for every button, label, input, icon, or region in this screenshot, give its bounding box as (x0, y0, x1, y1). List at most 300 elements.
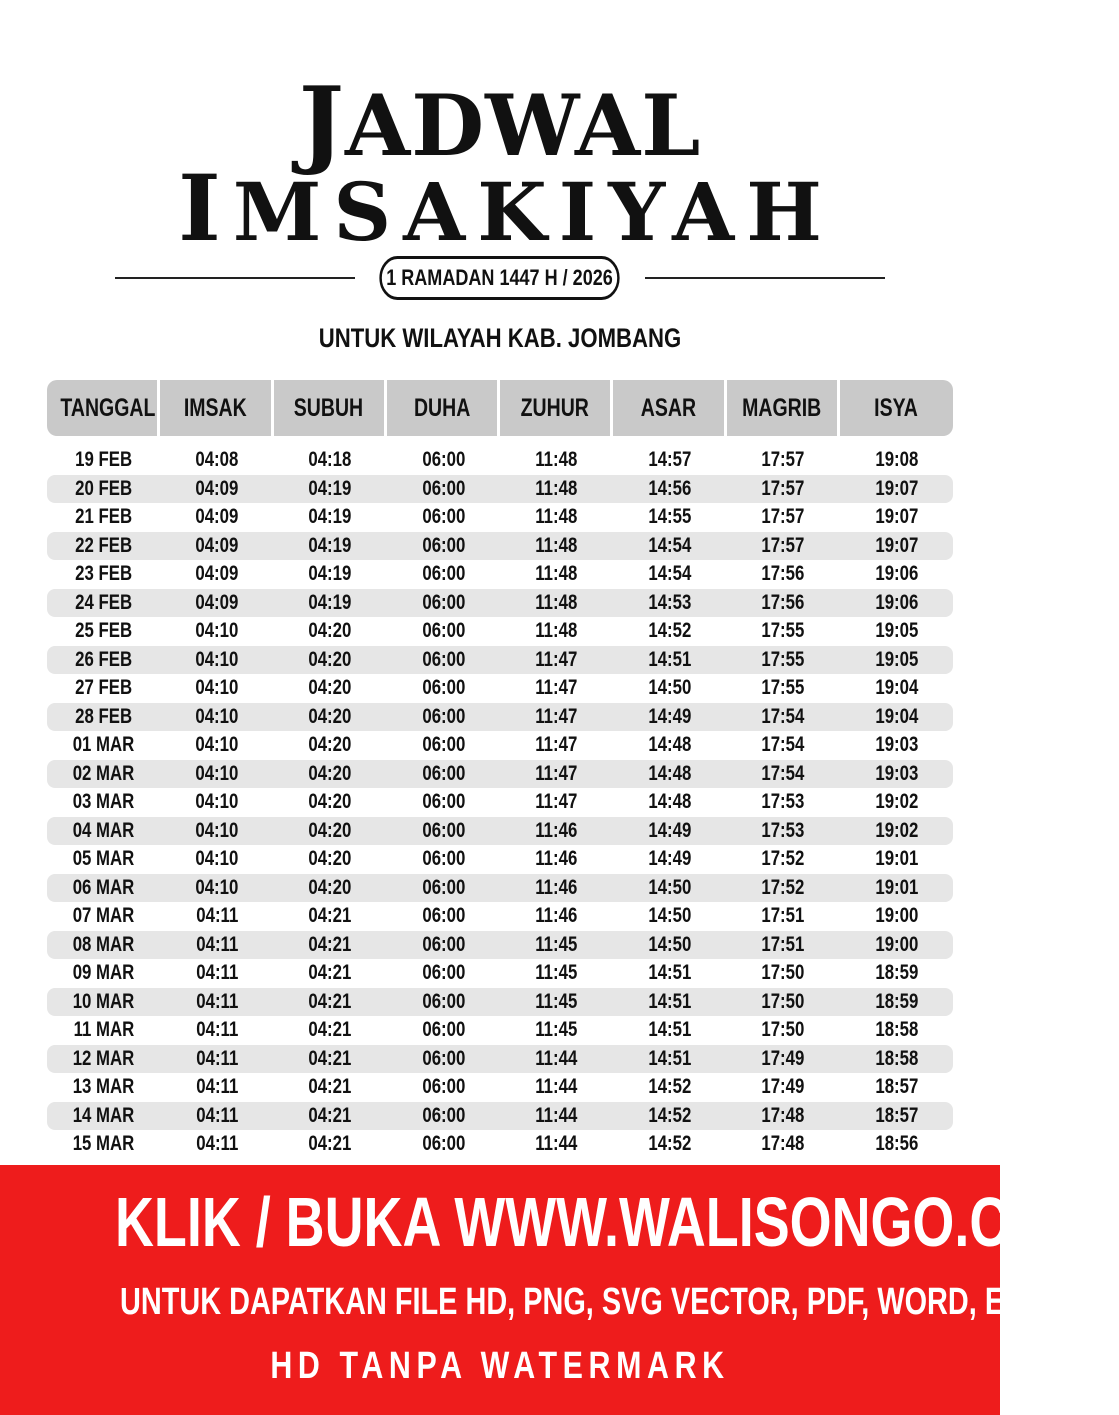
cell-subuh (274, 589, 387, 618)
cell-tanggal (47, 503, 160, 532)
cell-value: 28 FEB (75, 704, 133, 728)
cell-value: 11:46 (535, 875, 578, 899)
cell-subuh (274, 560, 387, 589)
cell-value: 17:49 (761, 1046, 805, 1070)
cell-duha (387, 703, 500, 732)
cell-tanggal (47, 446, 160, 475)
cell-value: 14:56 (648, 476, 692, 500)
table-row (47, 959, 953, 988)
cell-value: 04:20 (308, 761, 352, 785)
cell-tanggal (47, 1130, 160, 1159)
cell-value: 05 MAR (72, 847, 135, 870)
cell-asar (613, 1073, 726, 1102)
cell-imsak (160, 817, 273, 846)
cell-isya (840, 874, 953, 903)
cell-magrib (727, 1016, 840, 1045)
cell-zuhur (500, 503, 613, 532)
cell-value: 06:00 (421, 1103, 465, 1127)
cell-subuh (274, 1045, 387, 1074)
cell-asar (613, 845, 726, 874)
cell-value: 11:44 (535, 1046, 578, 1070)
cell-value: 19:03 (874, 733, 918, 756)
cell-value: 15 MAR (72, 1132, 135, 1155)
ramadan-year-badge: 1 RAMADAN 1447 H / 2026 (379, 256, 619, 300)
cell-value: 04:11 (195, 1046, 238, 1070)
cell-imsak (160, 589, 273, 618)
cell-value: 17:57 (761, 533, 805, 557)
cell-value: 24 FEB (75, 590, 133, 614)
cell-value: 11:45 (535, 932, 578, 956)
cell-value: 06:00 (421, 818, 465, 842)
cell-value: 14:54 (648, 562, 692, 585)
cell-value: 12 MAR (72, 1046, 135, 1070)
cell-zuhur (500, 703, 613, 732)
cell-value: 06:00 (421, 904, 465, 927)
cell-magrib (727, 646, 840, 675)
cell-value: 04:11 (195, 1018, 238, 1041)
cell-magrib (727, 1102, 840, 1131)
cell-value: 14:51 (648, 989, 692, 1013)
cell-value: 17:56 (761, 590, 805, 614)
cell-value: 11:44 (535, 1103, 578, 1127)
column-header-subuh (274, 380, 387, 436)
cell-value: 11:48 (535, 619, 578, 642)
column-header-label: MAGRIB (742, 394, 822, 422)
cell-isya (840, 446, 953, 475)
cell-duha (387, 617, 500, 646)
cell-value: 18:57 (874, 1075, 918, 1098)
cell-subuh (274, 1073, 387, 1102)
table-row (47, 988, 953, 1017)
cell-value: 06:00 (421, 961, 465, 984)
cell-asar (613, 959, 726, 988)
cell-value: 19:03 (874, 761, 918, 785)
cell-value: 02 MAR (72, 761, 135, 785)
cell-value: 04:20 (308, 676, 352, 699)
cell-value: 04:09 (195, 562, 239, 585)
cell-value: 11:47 (535, 676, 578, 699)
cell-value: 17:49 (761, 1075, 805, 1098)
cell-zuhur (500, 617, 613, 646)
cell-value: 04:20 (308, 847, 352, 870)
cell-duha (387, 988, 500, 1017)
promo-watermark-note: HD TANPA WATERMARK (270, 1345, 730, 1387)
cell-magrib (727, 674, 840, 703)
cell-value: 17:48 (761, 1103, 805, 1127)
cell-isya (840, 1045, 953, 1074)
cell-value: 04:10 (195, 847, 239, 870)
cell-asar (613, 988, 726, 1017)
cell-magrib (727, 475, 840, 504)
cell-duha (387, 674, 500, 703)
cell-subuh (274, 503, 387, 532)
cell-tanggal (47, 703, 160, 732)
cell-value: 04:20 (308, 733, 352, 756)
cell-imsak (160, 560, 273, 589)
cell-value: 19 FEB (75, 448, 133, 471)
cell-value: 18:59 (874, 989, 918, 1013)
cell-tanggal (47, 475, 160, 504)
title-line-2-initial: I (178, 154, 233, 262)
cell-zuhur (500, 646, 613, 675)
cell-value: 11:48 (535, 590, 578, 614)
cell-value: 04 MAR (72, 818, 135, 842)
cell-duha (387, 1045, 500, 1074)
cell-magrib (727, 788, 840, 817)
cell-value: 06:00 (421, 761, 465, 785)
cell-value: 26 FEB (75, 647, 133, 671)
cell-value: 06:00 (421, 448, 465, 471)
cell-value: 14:51 (648, 1018, 692, 1041)
cell-value: 17:57 (761, 448, 805, 471)
cell-value: 17:54 (761, 733, 805, 756)
cell-tanggal (47, 902, 160, 931)
table-row (47, 817, 953, 846)
cell-value: 17:51 (761, 904, 805, 927)
cell-tanggal (47, 731, 160, 760)
cell-duha (387, 1073, 500, 1102)
cell-value: 14:49 (648, 818, 692, 842)
cell-duha (387, 446, 500, 475)
column-header-label: SUBUH (293, 394, 364, 422)
cell-value: 04:19 (308, 476, 352, 500)
cell-value: 19:00 (874, 932, 918, 956)
cell-duha (387, 874, 500, 903)
cell-value: 14:48 (648, 761, 692, 785)
cell-value: 04:21 (308, 961, 352, 984)
cell-value: 19:07 (874, 505, 918, 528)
table-row (47, 1045, 953, 1074)
promo-banner (0, 1165, 1119, 1415)
cell-asar (613, 589, 726, 618)
cell-subuh (274, 988, 387, 1017)
cell-imsak (160, 532, 273, 561)
cell-isya (840, 959, 953, 988)
cell-value: 17:55 (761, 619, 805, 642)
cell-zuhur (500, 1102, 613, 1131)
cell-asar (613, 674, 726, 703)
cell-imsak (160, 475, 273, 504)
cell-value: 04:11 (195, 1132, 238, 1155)
cell-imsak (160, 1016, 273, 1045)
cell-value: 13 MAR (72, 1075, 135, 1098)
table-row (47, 475, 953, 504)
table-body (47, 446, 953, 1159)
cell-subuh (274, 817, 387, 846)
cell-value: 11:48 (535, 533, 578, 557)
cell-imsak (160, 1045, 273, 1074)
cell-value: 11:47 (535, 733, 578, 756)
cell-value: 04:10 (195, 733, 239, 756)
cell-value: 06:00 (421, 704, 465, 728)
cell-value: 06:00 (421, 476, 465, 500)
cell-value: 06:00 (421, 647, 465, 671)
cell-magrib (727, 874, 840, 903)
cell-value: 06:00 (421, 1046, 465, 1070)
cell-value: 10 MAR (72, 989, 135, 1013)
cell-value: 17:50 (761, 1018, 805, 1041)
cell-value: 06:00 (421, 562, 465, 585)
table-row (47, 760, 953, 789)
cell-value: 04:21 (308, 1103, 352, 1127)
cell-value: 04:09 (195, 590, 239, 614)
title-line-1 (0, 65, 1000, 178)
cell-asar (613, 1045, 726, 1074)
cell-value: 19:05 (874, 619, 918, 642)
cell-value: 17:54 (761, 704, 805, 728)
cell-value: 17:54 (761, 761, 805, 785)
cell-value: 17:57 (761, 476, 805, 500)
cell-value: 14:52 (648, 619, 692, 642)
cell-value: 06:00 (421, 790, 465, 813)
cell-tanggal (47, 760, 160, 789)
cell-value: 11:47 (535, 790, 578, 813)
cell-value: 08 MAR (72, 932, 135, 956)
cell-duha (387, 1016, 500, 1045)
cell-magrib (727, 589, 840, 618)
cell-tanggal (47, 788, 160, 817)
cell-tanggal (47, 959, 160, 988)
column-header-tanggal (47, 380, 160, 436)
cell-value: 11:47 (535, 647, 578, 671)
divider-right (645, 277, 885, 279)
region-subtitle: UNTUK WILAYAH KAB. JOMBANG (318, 323, 682, 353)
cell-subuh (274, 931, 387, 960)
cell-subuh (274, 845, 387, 874)
cell-asar (613, 931, 726, 960)
cell-value: 04:19 (308, 505, 352, 528)
cell-value: 04:09 (195, 533, 239, 557)
cell-value: 04:19 (308, 590, 352, 614)
cell-value: 04:20 (308, 704, 352, 728)
cell-value: 04:11 (195, 1075, 238, 1098)
cell-value: 14 MAR (72, 1103, 135, 1127)
cell-imsak (160, 503, 273, 532)
cell-imsak (160, 1102, 273, 1131)
cell-value: 11 MAR (73, 1018, 134, 1041)
cell-magrib (727, 731, 840, 760)
cell-value: 18:56 (874, 1132, 918, 1155)
cell-value: 19:01 (874, 847, 918, 870)
cell-value: 19:07 (874, 533, 918, 557)
cell-duha (387, 931, 500, 960)
table-row (47, 931, 953, 960)
title-line-2 (0, 154, 1000, 262)
cell-isya (840, 731, 953, 760)
cell-value: 19:02 (874, 790, 918, 813)
cell-value: 21 FEB (75, 505, 133, 528)
cell-value: 17:51 (761, 932, 805, 956)
cell-value: 04:10 (195, 790, 239, 813)
cell-magrib (727, 931, 840, 960)
cell-magrib (727, 532, 840, 561)
cell-magrib (727, 988, 840, 1017)
cell-value: 14:49 (648, 847, 692, 870)
cell-tanggal (47, 1045, 160, 1074)
cell-asar (613, 760, 726, 789)
cell-magrib (727, 446, 840, 475)
cell-value: 19:02 (874, 818, 918, 842)
cell-magrib (727, 959, 840, 988)
table-row (47, 874, 953, 903)
cell-value: 14:53 (648, 590, 692, 614)
cell-value: 18:59 (874, 961, 918, 984)
cell-duha (387, 532, 500, 561)
table-row (47, 589, 953, 618)
cell-imsak (160, 874, 273, 903)
cell-tanggal (47, 589, 160, 618)
cell-imsak (160, 931, 273, 960)
cell-tanggal (47, 845, 160, 874)
cell-duha (387, 731, 500, 760)
cell-isya (840, 1073, 953, 1102)
cell-value: 04:20 (308, 875, 352, 899)
cell-magrib (727, 560, 840, 589)
cell-value: 18:58 (874, 1046, 918, 1070)
cell-zuhur (500, 788, 613, 817)
cell-value: 14:48 (648, 790, 692, 813)
cell-isya (840, 988, 953, 1017)
cell-subuh (274, 532, 387, 561)
cell-zuhur (500, 475, 613, 504)
cell-value: 04:10 (195, 704, 239, 728)
cell-value: 06:00 (421, 847, 465, 870)
cell-tanggal (47, 988, 160, 1017)
cell-value: 11:47 (535, 761, 578, 785)
cell-zuhur (500, 1073, 613, 1102)
cell-value: 11:46 (535, 818, 578, 842)
cell-value: 04:20 (308, 647, 352, 671)
column-header-isya (840, 380, 953, 436)
cell-isya (840, 931, 953, 960)
cell-subuh (274, 788, 387, 817)
cell-asar (613, 560, 726, 589)
cell-isya (840, 560, 953, 589)
title-line-1-rest: ADWAL (345, 76, 702, 175)
table-row (47, 845, 953, 874)
cell-imsak (160, 646, 273, 675)
cell-zuhur (500, 1045, 613, 1074)
cell-value: 11:45 (535, 989, 578, 1013)
cell-subuh (274, 475, 387, 504)
table-row (47, 617, 953, 646)
table-header (47, 380, 953, 436)
column-header-label: DUHA (413, 394, 471, 422)
cell-zuhur (500, 988, 613, 1017)
cell-duha (387, 589, 500, 618)
cell-asar (613, 788, 726, 817)
cell-value: 04:21 (308, 1132, 352, 1155)
cell-value: 19:08 (874, 448, 918, 471)
cell-value: 11:45 (535, 1018, 578, 1041)
cell-value: 04:21 (308, 1018, 352, 1041)
cell-value: 17:52 (761, 875, 805, 899)
table-row (47, 646, 953, 675)
cell-value: 11:46 (535, 847, 578, 870)
cell-value: 20 FEB (75, 476, 133, 500)
cell-duha (387, 560, 500, 589)
cell-duha (387, 646, 500, 675)
table-row (47, 674, 953, 703)
column-header-label: ASAR (640, 394, 697, 422)
cell-value: 17:55 (761, 676, 805, 699)
cell-imsak (160, 845, 273, 874)
cell-imsak (160, 674, 273, 703)
column-header-zuhur (500, 380, 613, 436)
cell-value: 14:57 (648, 448, 692, 471)
cell-duha (387, 959, 500, 988)
cell-value: 04:21 (308, 1075, 352, 1098)
cell-value: 03 MAR (72, 790, 135, 813)
cell-value: 06:00 (421, 932, 465, 956)
cell-zuhur (500, 845, 613, 874)
cell-value: 19:07 (874, 476, 918, 500)
cell-zuhur (500, 446, 613, 475)
cell-value: 04:11 (195, 904, 238, 927)
cell-value: 11:48 (535, 505, 578, 528)
cell-subuh (274, 674, 387, 703)
column-header-duha (387, 380, 500, 436)
cell-value: 07 MAR (72, 904, 135, 927)
table-row (47, 1016, 953, 1045)
cell-subuh (274, 902, 387, 931)
cell-value: 06:00 (421, 533, 465, 557)
cell-imsak (160, 446, 273, 475)
cell-imsak (160, 988, 273, 1017)
cell-value: 14:50 (648, 676, 692, 699)
cell-value: 14:54 (648, 533, 692, 557)
cell-value: 06 MAR (72, 875, 135, 899)
cell-tanggal (47, 931, 160, 960)
column-header-label: IMSAK (183, 394, 247, 422)
cell-tanggal (47, 817, 160, 846)
cell-value: 17:57 (761, 505, 805, 528)
cell-tanggal (47, 874, 160, 903)
cell-magrib (727, 760, 840, 789)
cell-tanggal (47, 1102, 160, 1131)
cell-value: 17:50 (761, 961, 805, 984)
cell-tanggal (47, 1073, 160, 1102)
table-row (47, 560, 953, 589)
cell-value: 04:20 (308, 818, 352, 842)
cell-isya (840, 788, 953, 817)
cell-value: 06:00 (421, 619, 465, 642)
cell-tanggal (47, 646, 160, 675)
cell-isya (840, 845, 953, 874)
cell-value: 14:55 (648, 505, 692, 528)
cell-zuhur (500, 817, 613, 846)
cell-isya (840, 760, 953, 789)
cell-zuhur (500, 760, 613, 789)
cell-duha (387, 1102, 500, 1131)
cell-value: 14:50 (648, 904, 692, 927)
cell-asar (613, 703, 726, 732)
cell-subuh (274, 959, 387, 988)
cell-subuh (274, 760, 387, 789)
cell-value: 19:06 (874, 562, 918, 585)
cell-zuhur (500, 874, 613, 903)
cell-value: 23 FEB (75, 562, 133, 585)
cell-asar (613, 902, 726, 931)
cell-value: 11:45 (535, 961, 578, 984)
cell-isya (840, 1016, 953, 1045)
cell-value: 25 FEB (75, 619, 133, 642)
table-row (47, 902, 953, 931)
cell-value: 04:11 (195, 1103, 238, 1127)
cell-isya (840, 703, 953, 732)
cell-value: 04:21 (308, 904, 352, 927)
cell-zuhur (500, 959, 613, 988)
